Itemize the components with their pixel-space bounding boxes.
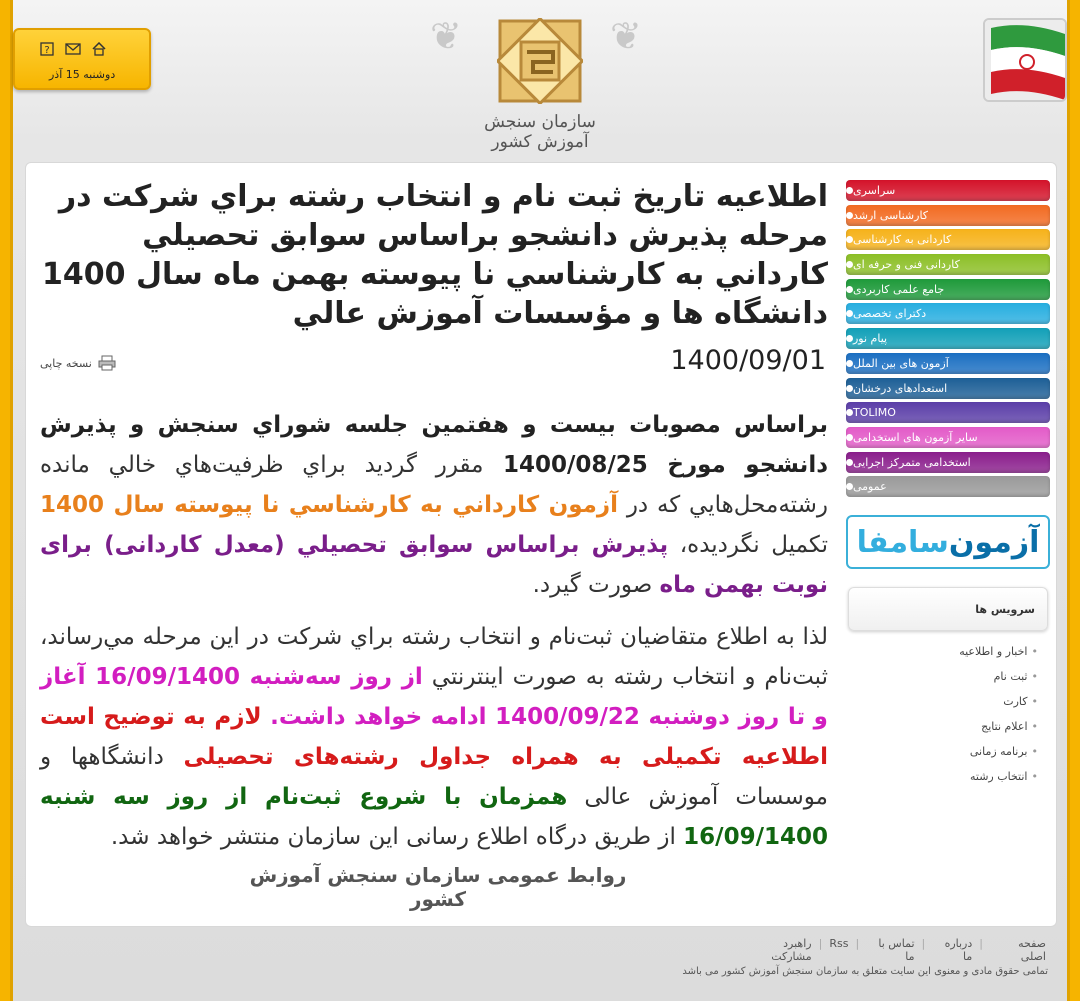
paragraph-2 [40,617,828,857]
bullet-icon [846,409,853,416]
p2-text-2: دانشگاهها و موسسات آموزش عالی [40,744,828,810]
services-list [848,639,1038,789]
footer-separator: | [818,937,823,950]
p2-publish-date: همزمان با شروع ثبت‌نام از روز سه شنبه 16/09/1400 [40,784,828,850]
menu-item-label: استعدادهای درخشان [853,381,948,395]
iran-flag [983,18,1067,102]
service-link-4[interactable]: • برنامه زمانی [848,739,1038,764]
bullet-icon [846,187,853,194]
menu-item-label: کاردانی فنی و حرفه ای [853,258,960,272]
bullet-icon [846,310,853,317]
menu-item-10[interactable] [846,427,1050,448]
mail-icon[interactable] [65,42,81,56]
p1-admission-note: پذيرش براساس سوابق تحصيلي (معدل کاردانی) برای نوبت بهمن ماه [40,532,828,598]
footer-separator: | [979,937,983,950]
svg-text:?: ? [44,45,50,56]
bullet-icon [846,261,853,268]
home-icon[interactable] [91,42,107,56]
menu-item-1[interactable] [846,205,1050,226]
sanjesh-banner-part1: آزمون [948,524,1040,560]
service-link-5[interactable]: • انتخاب رشته [848,764,1038,789]
footer-separator: | [921,937,926,950]
paragraph-1 [40,405,828,605]
menu-item-0[interactable] [846,180,1050,201]
organization-logo[interactable] [497,18,583,104]
copyright: تمامی حقوق مادی و معنوی این سایت متعلق به سازمان سنجش آموزش کشور می باشد [682,966,1048,977]
menu-item-label: دکترای تخصصی [853,307,927,321]
menu-item-label: سراسری [853,184,896,197]
menu-item-label: کارشناسی ارشد [853,208,929,222]
p1-text-1: براساس مصوبات بيست و هفتمين جلسه شوراي سنجش و پذيرش دانشجو مورخ [40,412,829,478]
menu-item-6[interactable] [846,328,1050,349]
footer-link-4[interactable]: راهبرد مشارکت [771,937,812,963]
bullet-icon [846,459,853,466]
p2-text-3: از طريق درگاه اطلاع رسانی اين سازمان منتشر خواهد شد. [110,824,684,850]
article-title: اطلاعيه تاريخ ثبت نام و انتخاب رشته براي شركت در مرحله پذيرش دانشجو براساس سوابق تحصيلي كارداني به كارشناسي نا پيوسته بهمن ماه سال 1400 دانشگاه ها و مؤسسات آموزش عالي [42,179,828,331]
menu-item-11[interactable] [846,452,1050,473]
footer-link-0[interactable]: صفحه اصلی [1018,937,1046,963]
signature: روابط عمومی سازمان سنجش آموزش كشور [249,863,627,911]
bullet-icon [846,483,853,490]
footer-link-3[interactable]: Rss [829,937,849,950]
menu-item-7[interactable] [846,353,1050,374]
exam-menu [846,180,1050,501]
menu-item-3[interactable] [846,254,1050,275]
print-button[interactable] [40,355,116,371]
menu-item-8[interactable] [846,378,1050,399]
menu-item-4[interactable] [846,279,1050,300]
bullet-icon [846,236,853,243]
p1-text-2: مقرر گرديد براي ظرفيت‌هاي خالي مانده رشته‌محل‌هايي كه در [40,452,828,518]
bullet-icon [846,385,853,392]
services-title: سرویس ها [848,587,1048,631]
bullet-icon [846,434,853,441]
main-panel [25,162,1057,927]
menu-item-2[interactable] [846,229,1050,250]
header-date: دوشنبه 15 آذر [49,68,116,81]
p1-text-4: صورت گيرد. [532,572,660,598]
organization-name: سازمان سنجش آموزش کشور [484,112,596,152]
print-label: نسخه چاپی [40,356,92,370]
article-date: 1400/09/01 [670,345,826,376]
sanjesh-banner-part2: سامفا [856,524,949,560]
menu-item-label: سایر آزمون های استخدامی [853,430,978,444]
date-box [13,28,151,90]
service-link-0[interactable]: • اخبار و اطلاعیه [848,639,1038,664]
bullet-icon [846,212,853,219]
header-ornament-left: ❦ [430,14,462,58]
service-link-2[interactable]: • کارت [848,689,1038,714]
header-ornament-right: ❦ [610,14,642,58]
service-link-3[interactable]: • اعلام نتایج [848,714,1038,739]
p2-schedule: از روز سه‌شنبه 16/09/1400 آغاز و تا روز دوشنبه 1400/09/22 ادامه خواهد داشت. [40,664,828,730]
menu-item-label: استخدامی متمرکز اجرایی [853,455,971,469]
printer-icon [98,355,116,371]
p2-note: لازم به توضيح است اطلاعيه تكميلی به همراه جداول رشته‌های تحصيلی [40,704,828,770]
footer-link-1[interactable]: درباره ما [944,937,973,963]
menu-item-5[interactable] [846,303,1050,324]
p2-text-1: لذا به اطلاع متقاضيان ثبت‌نام و انتخاب رشته براي شركت در اين مرحله مي‌رساند، ثبت‌نام و انتخاب رشته به صورت اينترنتي [40,624,829,690]
article-body [40,405,828,869]
footer-links [740,937,1046,963]
p1-date: 1400/08/25 [483,452,668,478]
help-icon[interactable] [39,42,55,56]
sanjesh-banner[interactable] [846,515,1050,569]
bullet-icon [846,286,853,293]
menu-item-label: جامع علمی کاربردی [853,282,945,296]
footer-link-2[interactable]: تماس با ما [878,937,915,963]
service-link-1[interactable]: • ثبت نام [848,664,1038,689]
footer-separator: | [855,937,860,950]
bullet-icon [846,360,853,367]
p1-text-3: تكميل نگرديده، [668,532,828,558]
bullet-icon [846,335,853,342]
menu-item-label: کاردانی به کارشناسی [853,233,952,247]
menu-item-label: عمومی [853,480,887,494]
menu-item-label: TOLIMO [853,406,896,420]
menu-item-9[interactable] [846,402,1050,423]
menu-item-label: پیام نور [853,332,888,346]
p1-exam-name: آزمون كارداني به كارشناسي نا پيوسته سال 1400 [40,492,619,518]
menu-item-label: آزمون های بین الملل [853,356,949,370]
menu-item-12[interactable] [846,476,1050,497]
